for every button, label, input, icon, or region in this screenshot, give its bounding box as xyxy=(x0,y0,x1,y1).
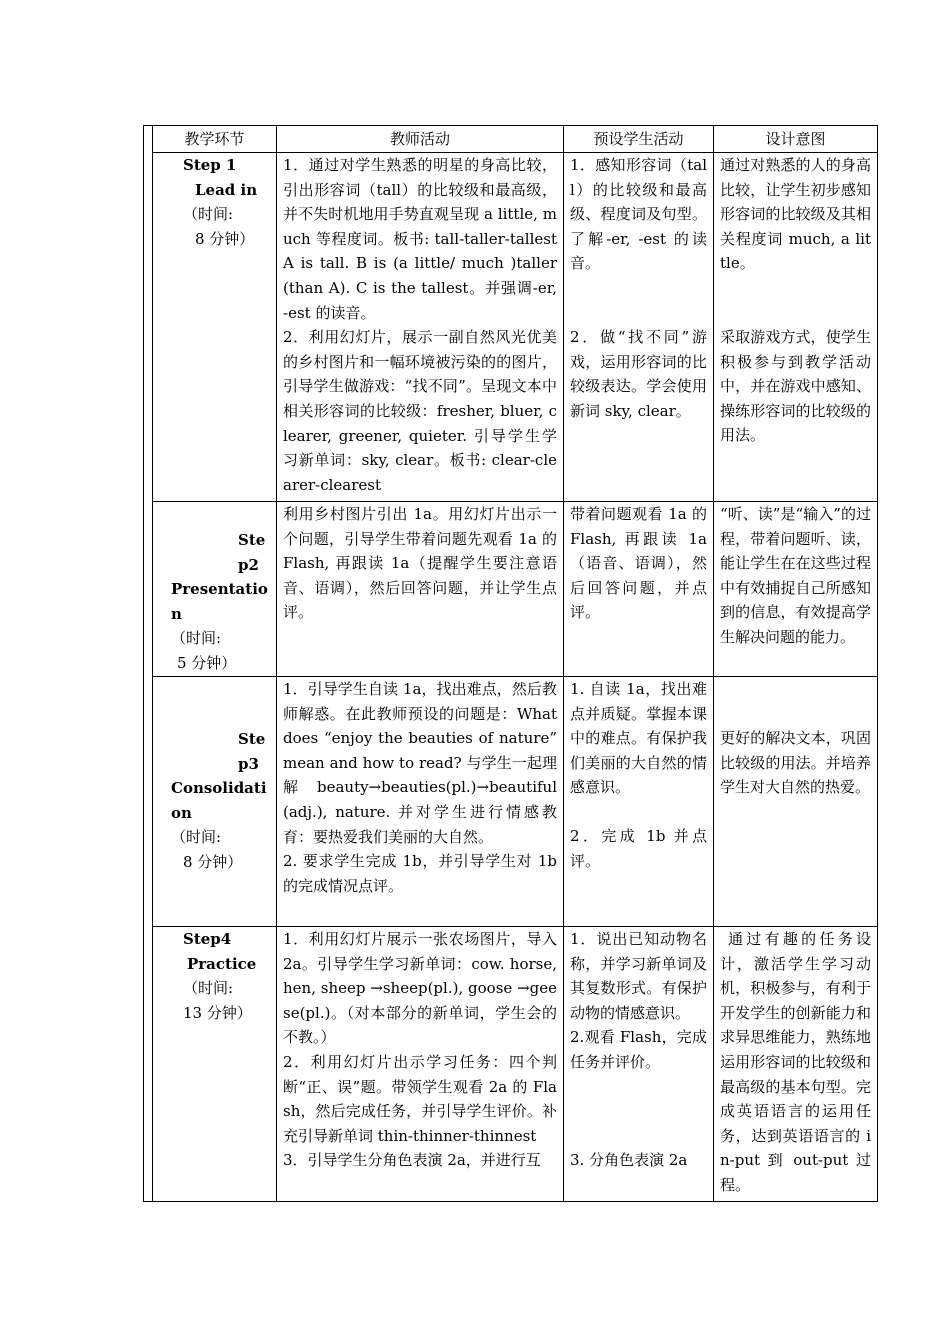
design-intent-cell xyxy=(714,927,878,1202)
teacher-activity-cell xyxy=(277,677,564,927)
step-time-value: 8 分钟） xyxy=(183,852,243,871)
design-intent-paragraph: 更好的解决文本，巩固比较级的用法。并培养学生对大自然的热爱。 xyxy=(720,729,871,797)
teacher-activity-cell xyxy=(277,153,573,502)
step-cell xyxy=(153,927,277,1202)
header-teaching-stage: 教学环节 xyxy=(153,126,277,153)
student-activity-paragraph: 2.观看 Flash，完成任务并评价。 xyxy=(570,1028,707,1071)
student-activity-paragraph: 带着问题观看 1a 的 Flash, 再跟读 1a（语音、语调），然后回答问题，并点评。 xyxy=(570,505,707,622)
student-activity-cell xyxy=(564,927,714,1202)
teacher-activity-paragraph: 1．利用幻灯片展示一张农场图片，导入 2a。引导学生学习新单词：cow. horse, hen, sheep →sheep(pl.), goose →geese(pl.)。（对本部分的新单词，学生会的不教。） xyxy=(283,930,557,1047)
step-number: Step3 xyxy=(238,730,266,773)
student-activity-paragraph: 2．做“找不同”游戏，运用形容词的比较级表达。学会使用新词 sky, clear。 xyxy=(570,327,707,420)
step-time-value: 13 分钟） xyxy=(183,1003,252,1022)
teacher-activity-cell xyxy=(277,502,564,677)
design-intent-paragraph: 通过有趣的任务设计，激活学生学习动机，积极参与，有利于开发学生的创新能力和求异思维能力，熟练地运用形容词的比较级和最高级的基本句型。完成英语语言的运用任务，达到英语语言的 in-put 到 out-put 过程。 xyxy=(720,930,871,1194)
teacher-activity-paragraph: 2．利用幻灯片出示学习任务：四个判断“正、误”题。带领学生观看 2a 的 Flash，然后完成任务，并引导学生评价。补充引导新单词 thin-thinner-thinnest xyxy=(283,1052,557,1145)
teacher-activity-paragraph: 利用乡村图片引出 1a。用幻灯片出示一个问题，引导学生带着问题先观看 1a 的 Flash, 再跟读 1a（提醒学生要注意语音、语调），然后回答问题，并让学生点评。 xyxy=(283,505,557,622)
step-time-value: 5 分钟） xyxy=(177,653,237,672)
step-time-label: （时间: xyxy=(171,629,222,648)
table-row xyxy=(144,677,878,927)
step-number: Step 1 xyxy=(183,156,237,174)
step-cell xyxy=(153,677,277,927)
design-intent-cell xyxy=(714,153,878,502)
student-activity-paragraph: 1．说出已知动物名称，并学习新单词及其复数形式。有保护动物的情感意识。 xyxy=(570,930,707,1022)
design-intent-paragraph: 采取游戏方式，使学生积极参与到教学活动中，并在游戏中感知、操练形容词的比较级的用法。 xyxy=(720,327,871,445)
step-time-label: （时间: xyxy=(183,205,234,224)
student-activity-paragraph: 2．完成 1b 并点评。 xyxy=(570,826,707,870)
teacher-activity-paragraph: 1．引导学生自读 1a，找出难点，然后教师解惑。在此教师预设的问题是：What does “enjoy the beauties of nature” mean and how to read? 与学生一起理解 beauty→beauties(pl.)→beautiful(adj.), nature. 并对学生进行情感教育：要热爱我们美丽的大自然。 xyxy=(283,680,557,846)
design-intent-paragraph: 通过对熟悉的人的身高比较，让学生初步感知形容词的比较级及其相关程度词 much, a little。 xyxy=(720,156,871,273)
table-row xyxy=(144,927,878,1202)
step-time-label: （时间: xyxy=(171,828,222,847)
student-activity-paragraph: 1. 自读 1a，找出难点并质疑。掌握本课中的难点。有保护我们美丽的大自然的情感意识。 xyxy=(570,680,707,797)
step-cell xyxy=(153,502,277,677)
student-activity-paragraph: 3. 分角色表演 2a xyxy=(570,1150,688,1169)
step-time-value: 8 分钟） xyxy=(195,229,255,248)
teacher-activity-paragraph: 1．通过对学生熟悉的明星的身高比较，引出形容词（tall）的比较级和最高级，并不失时机地用手势直观呈现 a little, much 等程度词。板书: tall-taller-tallest A is tall. B is (a little/ much )taller (than A). C is the tallest。并强调-er, -est 的读音。 xyxy=(283,156,573,322)
teacher-activity-cell xyxy=(277,927,564,1202)
step-title: Consolidation xyxy=(171,779,267,822)
design-intent-cell xyxy=(714,677,878,927)
teacher-activity-paragraph: 3．引导学生分角色表演 2a，并进行互 xyxy=(283,1151,541,1170)
header-design-intent: 设计意图 xyxy=(714,126,878,153)
step-number: Step4 xyxy=(183,930,232,948)
student-activity-cell xyxy=(564,153,714,502)
student-activity-cell xyxy=(564,502,714,677)
student-activity-paragraph: 1．感知形容词（tall）的比较级和最高级、程度词及句型。了解-er, -est 的读音。 xyxy=(570,156,707,273)
teacher-activity-paragraph: 2. 要求学生完成 1b，并引导学生对 1b 的完成情况点评。 xyxy=(283,852,557,895)
step-cell xyxy=(153,153,277,502)
step-title: Practice xyxy=(187,954,257,973)
lesson-plan-table xyxy=(143,125,878,1202)
step-title: Presentation xyxy=(171,580,268,623)
student-activity-cell xyxy=(564,677,714,927)
step-title: Lead in xyxy=(195,180,258,199)
table-row xyxy=(144,153,878,502)
left-margin-column xyxy=(144,126,153,1202)
table-row xyxy=(144,502,878,677)
header-teacher-activity: 教师活动 xyxy=(277,126,564,153)
header-student-activity: 预设学生活动 xyxy=(564,126,714,153)
design-intent-cell xyxy=(714,502,878,677)
table-header-row xyxy=(144,126,878,153)
design-intent-paragraph: “听、读”是“输入”的过程，带着问题听、读，能让学生在在这些过程中有效捕捉自己所感知到的信息，有效提高学生解决问题的能力。 xyxy=(720,505,871,646)
step-number: Step2 xyxy=(238,531,266,574)
step-time-label: （时间: xyxy=(183,979,234,998)
teacher-activity-paragraph: 2．利用幻灯片，展示一副自然风光优美的乡村图片和一幅环境被污染的的图片，引导学生做游戏：“找不同”。呈现文本中相关形容词的比较级：fresher, bluer, clearer, greener, quieter. 引导学生学习新单词：sky, clear。板书: clear-clearer-clearest xyxy=(283,328,557,494)
